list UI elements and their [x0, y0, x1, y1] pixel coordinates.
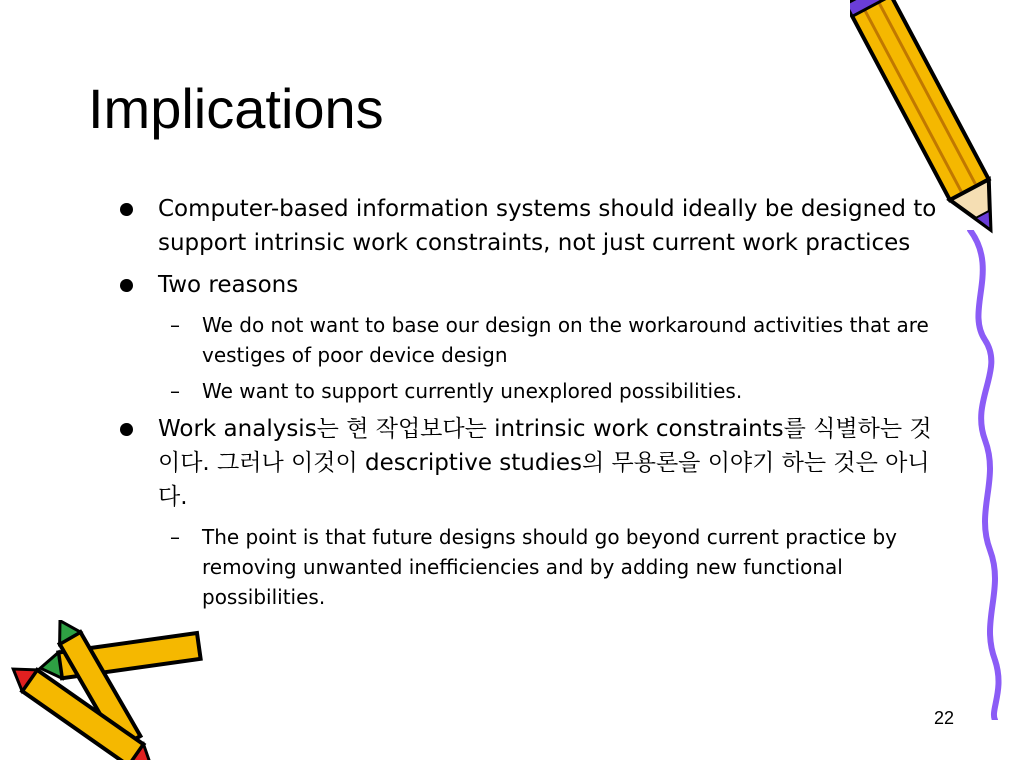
sub-bullet-item [120, 376, 940, 406]
sub-bullet-text: The point is that future designs should go beyond current practice by removing unwanted inefficiencies and by adding new functional possibilities. [202, 525, 897, 609]
bullet-dot-icon [120, 423, 133, 436]
slide-title: Implications [88, 77, 384, 140]
page-number: 22 [934, 708, 955, 728]
sub-bullet-text: We do not want to base our design on the workaround activities that are vestiges of poor device design [202, 313, 929, 367]
bullet-dot-icon [120, 203, 133, 216]
bullet-dot-icon [120, 279, 133, 292]
bullet-list [120, 192, 940, 618]
sub-bullet-item [120, 310, 940, 370]
dash-icon: – [170, 379, 180, 403]
sub-bullet-item [120, 522, 940, 612]
sub-bullet-text: We want to support currently unexplored possibilities. [202, 379, 743, 403]
bullet-item [120, 192, 940, 260]
dash-icon: – [170, 313, 180, 337]
bullet-item [120, 268, 940, 302]
bullet-text: Two reasons [158, 272, 299, 298]
pencil-icon [850, 0, 1010, 250]
bullet-item [120, 412, 940, 514]
bullet-text: Computer-based information systems should ideally be designed to support intrinsic work constraints, not just current work practices [158, 196, 937, 256]
squiggle-line-icon [960, 230, 1020, 720]
bullet-text: Work analysis는 현 작업보다는 intrinsic work constraints를 식별하는 것이다. 그러나 이것이 descriptive studies의 무용론을 이야기 하는 것은 아니다. [158, 416, 932, 510]
dash-icon: – [170, 525, 180, 549]
crayons-icon [0, 620, 210, 760]
